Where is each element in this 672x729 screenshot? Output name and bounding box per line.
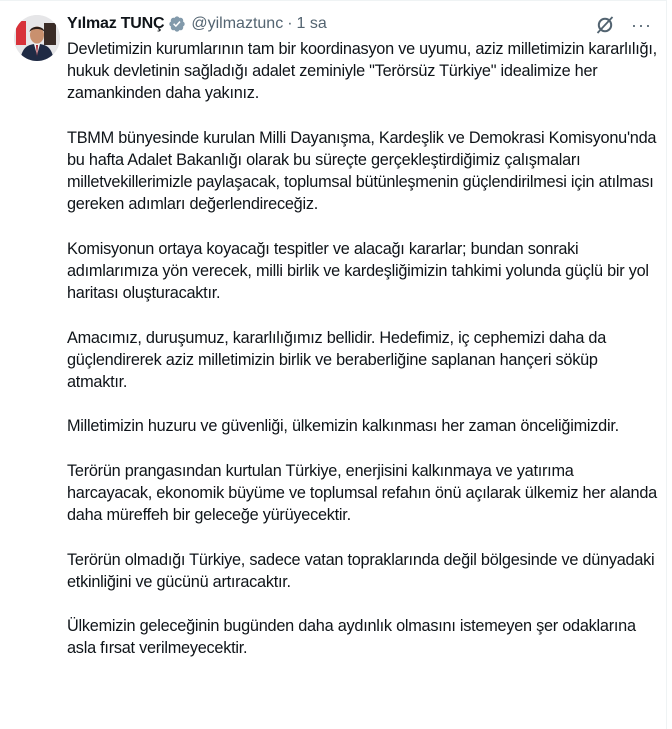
tweet-paragraph: Ülkemizin geleceğinin bugünden daha aydınlık olmasını istemeyen şer odaklarına asla fırsat verilmeyecektir. [67, 617, 636, 658]
more-options-icon[interactable]: ··· [631, 15, 652, 35]
grok-icon[interactable] [595, 15, 615, 35]
tweet-timestamp[interactable]: 1 sa [296, 15, 327, 32]
tweet-paragraph: Terörün prangasından kurtulan Türkiye, enerjisini kalkınmaya ve yatırıma harcayacak, ekonomik büyüme ve toplumsal refahın önü açılarak ülkemiz her alanda daha müreffeh bir geleceğe yürüyecektir. [67, 461, 657, 525]
author-handle[interactable]: @yilmaztunc [191, 15, 284, 32]
tweet-paragraph: Devletimizin kurumlarının tam bir koordinasyon ve uyumu, aziz milletimizin kararlılığı, hukuk devletinin sağladığı adalet zeminiyle "Terörsüz Türkiye" idealimize her zamankinden daha yakınız. [67, 40, 657, 103]
tweet-header [67, 13, 652, 35]
tweet-paragraph: TBMM bünyesinde kurulan Milli Dayanışma, Kardeşlik ve Demokrasi Komisyonu'nda bu hafta Adalet Bakanlığı olarak bu süreçte gerçekleştirdiğimiz çalışmaları milletvekillerimizle paylaşacak, toplumsal bütünleşmenin güçlendirilmesi için atılması gereken adımları değerlendireceğiz. [67, 128, 657, 214]
author-name[interactable]: Yılmaz TUNÇ [67, 15, 165, 32]
tweet-paragraph: Terörün olmadığı Türkiye, sadece vatan topraklarında değil bölgesinde ve dünyadaki etkinliğini ve gücünü artıracaktır. [67, 550, 655, 591]
tweet-paragraph: Milletimizin huzuru ve güvenliği, ülkemizin kalkınması her zaman önceliğimizdir. [67, 417, 619, 436]
separator-dot: · [287, 15, 293, 32]
avatar-photo-icon [14, 15, 60, 61]
tweet-paragraph: Amacımız, duruşumuz, kararlılığımız bellidir. Hedefimiz, iç cephemizi daha da güçlendirerek aziz milletimizin birlik ve beraberliğine saplanan hançeri söküp atmaktır. [67, 328, 607, 391]
tweet-text [67, 38, 657, 660]
tweet-actions [595, 15, 652, 35]
verified-badge-icon[interactable] [168, 15, 186, 33]
tweet-paragraph: Komisyonun ortaya koyacağı tespitler ve alacağı kararlar; bundan sonraki adımlarımıza yön verecek, milli birlik ve kardeşliğimizin tahkimi yolunda güçlü bir yol haritası oluşturacaktır. [67, 239, 649, 303]
author-avatar[interactable] [14, 15, 60, 61]
